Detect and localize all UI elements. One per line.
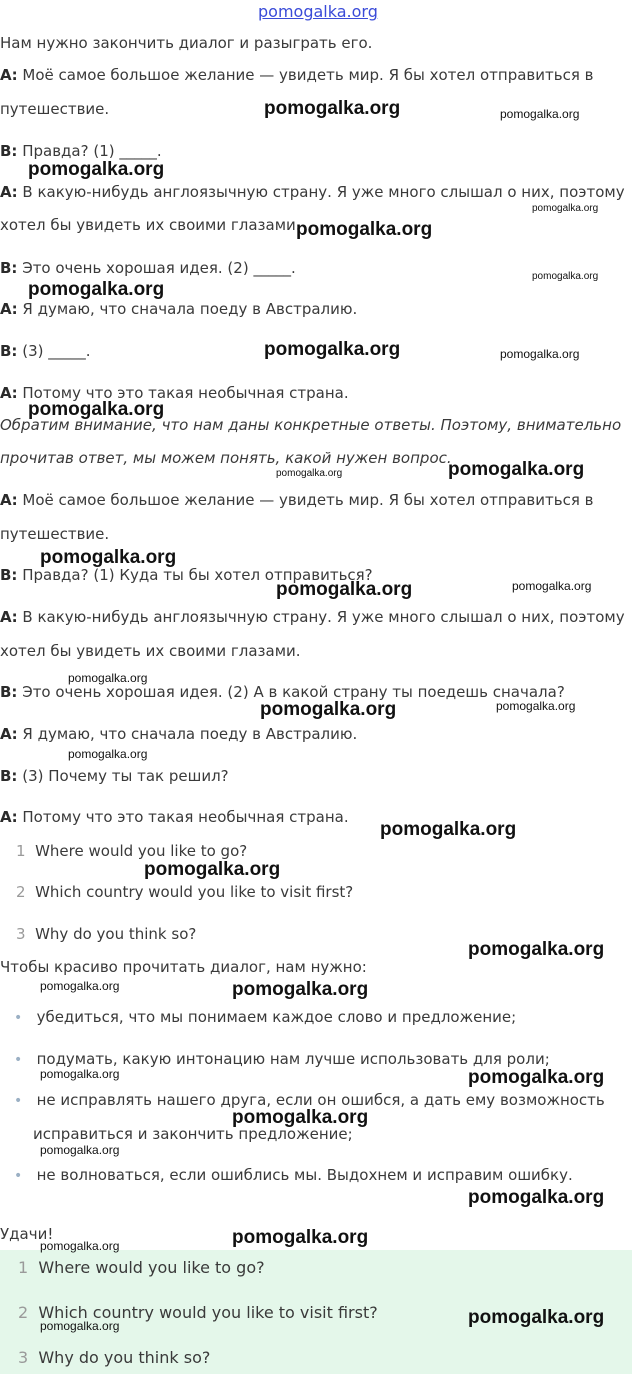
note-line: Обратим внимание, что нам даны конкретные ответы. Поэтому, внимательно [0, 416, 622, 434]
watermark: pomogalka.org [264, 339, 401, 360]
speaker-label: B: [0, 142, 18, 160]
final-answer-item: 2 Which country would you like to visit first? [18, 1303, 378, 1322]
dialog-blank-a1-cont: путешествие. [0, 100, 110, 118]
watermark-small: pomogalka.org [276, 468, 343, 479]
watermark-small: pomogalka.org [532, 271, 599, 282]
watermark: pomogalka.org [28, 279, 165, 300]
note-line: прочитав ответ, мы можем понять, какой нужен вопрос. [0, 449, 452, 467]
speaker-label: А: [0, 384, 18, 402]
watermark-small: pomogalka.org [68, 747, 148, 761]
tip-item: • убедиться, что мы понимаем каждое слово и предложение; [14, 1008, 517, 1026]
watermark: pomogalka.org [468, 1307, 605, 1328]
watermark: pomogalka.org [468, 1067, 605, 1088]
bullet-icon: • [14, 1168, 23, 1184]
answer-number: 2 [16, 883, 26, 901]
speaker-label: А: [0, 725, 18, 743]
speaker-label: А: [0, 491, 18, 509]
speaker-label: B: [0, 683, 18, 701]
dialog-filled-b2: B: Это очень хорошая идея. (2) А в какой страну ты поедешь сначала? [0, 683, 565, 701]
dialog-filled-a2: А: В какую-нибудь англоязычную страну. Я уже много слышал о них, поэтому [0, 608, 625, 626]
dialog-blank-a1: А: Моё самое большое желание — увидеть мир. Я бы хотел отправиться в [0, 66, 594, 84]
watermark: pomogalka.org [276, 579, 413, 600]
speaker-label: А: [0, 183, 18, 201]
bullet-icon: • [14, 1093, 23, 1109]
speaker-label: B: [0, 259, 18, 277]
speaker-label: А: [0, 66, 18, 84]
dialog-filled-a3: А: Я думаю, что сначала поеду в Австралию. [0, 725, 358, 743]
speaker-label: B: [0, 767, 18, 785]
answer-number: 3 [18, 1348, 29, 1367]
speaker-label: А: [0, 608, 18, 626]
dialog-filled-a1-cont: путешествие. [0, 525, 110, 543]
final-answer-item: 1 Where would you like to go? [18, 1258, 265, 1277]
answer-item: 1 Where would you like to go? [16, 842, 248, 860]
watermark: pomogalka.org [40, 547, 177, 568]
speaker-label: B: [0, 566, 18, 584]
closing-text: Удачи! [0, 1225, 54, 1243]
watermark-small: pomogalka.org [500, 347, 580, 361]
speaker-label: А: [0, 808, 18, 826]
bullet-icon: • [14, 1010, 23, 1026]
dialog-filled-a1: А: Моё самое большое желание — увидеть мир. Я бы хотел отправиться в [0, 491, 594, 509]
dialog-blank-a2: А: В какую-нибудь англоязычную страну. Я уже много слышал о них, поэтому [0, 183, 625, 201]
dialog-blank-a4: А: Потому что это такая необычная страна. [0, 384, 349, 402]
watermark-small: pomogalka.org [68, 671, 148, 685]
watermark-small: pomogalka.org [40, 979, 120, 993]
watermark: pomogalka.org [28, 399, 165, 420]
watermark: pomogalka.org [264, 98, 401, 119]
watermark: pomogalka.org [468, 939, 605, 960]
dialog-blank-a3: А: Я думаю, что сначала поеду в Австралию. [0, 300, 358, 318]
watermark-small: pomogalka.org [532, 203, 599, 214]
answer-number: 1 [16, 842, 26, 860]
tip-item: • не волноваться, если ошиблись мы. Выдохнем и исправим ошибку. [14, 1166, 573, 1184]
speaker-label: B: [0, 342, 18, 360]
dialog-filled-a4: А: Потому что это такая необычная страна. [0, 808, 349, 826]
watermark: pomogalka.org [296, 219, 433, 240]
answer-item: 3 Why do you think so? [16, 925, 197, 943]
tip-item-cont: исправиться и закончить предложение; [33, 1125, 353, 1143]
watermark-top-link[interactable]: pomogalka.org [258, 2, 378, 21]
bullet-icon: • [14, 1052, 23, 1068]
watermark: pomogalka.org [28, 159, 165, 180]
tip-item: • подумать, какую интонацию нам лучше использовать для роли; [14, 1050, 550, 1068]
watermark-small: pomogalka.org [40, 1143, 120, 1157]
watermark: pomogalka.org [144, 859, 281, 880]
answer-number: 2 [18, 1303, 29, 1322]
answer-number: 1 [18, 1258, 29, 1277]
watermark-small: pomogalka.org [496, 699, 576, 713]
watermark: pomogalka.org [380, 819, 517, 840]
watermark-small: pomogalka.org [500, 107, 580, 121]
watermark: pomogalka.org [232, 1227, 369, 1248]
watermark: pomogalka.org [232, 1107, 369, 1128]
watermark-small: pomogalka.org [40, 1239, 120, 1253]
dialog-blank-b3: B: (3) _____. [0, 342, 91, 360]
watermark-small: pomogalka.org [512, 579, 592, 593]
watermark-small: pomogalka.org [40, 1067, 120, 1081]
speaker-label: А: [0, 300, 18, 318]
watermark: pomogalka.org [260, 699, 397, 720]
answer-item: 2 Which country would you like to visit first? [16, 883, 354, 901]
final-answer-item: 3 Why do you think so? [18, 1348, 211, 1367]
dialog-filled-a2-cont: хотел бы увидеть их своими глазами. [0, 642, 301, 660]
tip-item: • не исправлять нашего друга, если он ошибся, а дать ему возможность [14, 1091, 605, 1109]
watermark: pomogalka.org [468, 1187, 605, 1208]
dialog-filled-b1: B: Правда? (1) Куда ты бы хотел отправиться? [0, 566, 373, 584]
dialog-filled-b3: B: (3) Почему ты так решил? [0, 767, 229, 785]
dialog-blank-b2: B: Это очень хорошая идея. (2) _____. [0, 259, 296, 277]
watermark: pomogalka.org [232, 979, 369, 1000]
dialog-blank-a2-cont: хотел бы увидеть их своими глазами. [0, 216, 301, 234]
watermark: pomogalka.org [448, 459, 585, 480]
watermark-small: pomogalka.org [40, 1319, 120, 1333]
intro-text: Нам нужно закончить диалог и разыграть его. [0, 34, 373, 52]
dialog-blank-b1: B: Правда? (1) _____. [0, 142, 162, 160]
tips-intro: Чтобы красиво прочитать диалог, нам нужно: [0, 958, 367, 976]
answer-number: 3 [16, 925, 26, 943]
